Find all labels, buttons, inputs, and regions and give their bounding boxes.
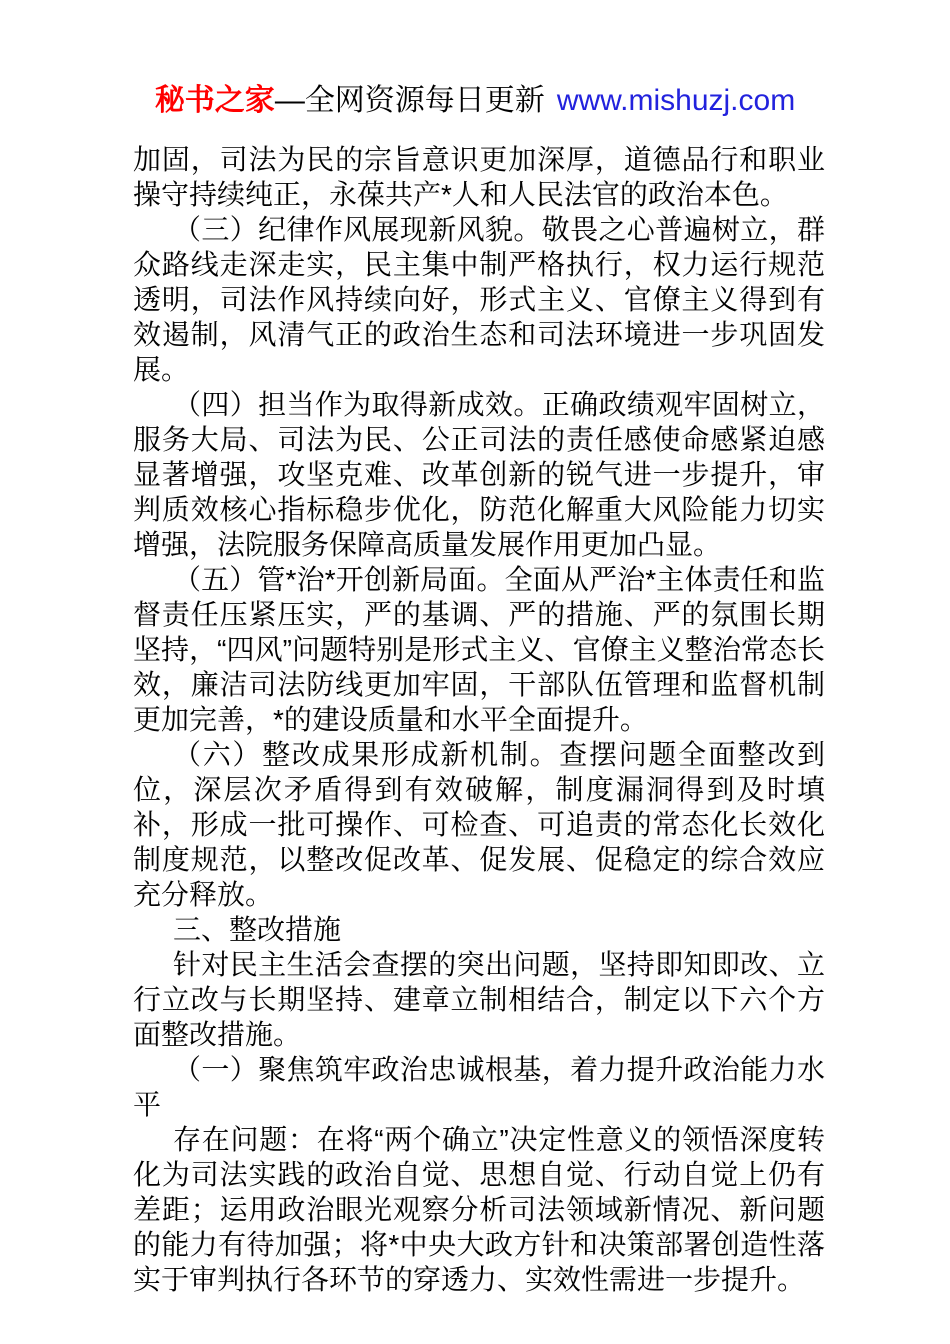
paragraph: 存在问题：在将“两个确立”决定性意义的领悟深度转化为司法实践的政治自觉、思想自觉、行动自觉上仍有差距；运用政治眼光观察分析司法领域新情况、新问题的能力有待加强；将*中央大政方针和决策部署创造性落实于审判执行各环节的穿透力、实效性需进一步提升。: [133, 1124, 825, 1295]
site-url-link[interactable]: www.mishuzj.com: [556, 84, 796, 117]
paragraph: 加固，司法为民的宗旨意识更加深厚，道德品行和职业操守持续纯正，永葆共产*人和人民法官的政治本色。: [133, 144, 825, 210]
paragraph: 针对民主生活会查摆的突出问题，坚持即知即改、立行立改与长期坚持、建章立制相结合，制定以下六个方面整改措施。: [133, 949, 825, 1050]
paragraph: （三）纪律作风展现新风貌。敬畏之心普遍树立，群众路线走深走实，民主集中制严格执行，权力运行规范透明，司法作风持续向好，形式主义、官僚主义得到有效遏制，风清气正的政治生态和司法环境进一步巩固发展。: [133, 214, 825, 385]
header-dash: —: [274, 84, 305, 117]
document-content: [133, 142, 825, 1297]
site-header: [0, 0, 950, 117]
paragraph: 三、整改措施: [173, 914, 342, 945]
paragraph: （六）整改成果形成新机制。查摆问题全面整改到位，深层次矛盾得到有效破解，制度漏洞得到及时填补，形成一批可操作、可检查、可追责的常态化长效化制度规范，以整改促改革、促发展、促稳定的综合效应充分释放。: [133, 739, 825, 910]
paragraph: （四）担当作为取得新成效。正确政绩观牢固树立，服务大局、司法为民、公正司法的责任感使命感紧迫感显著增强，攻坚克难、改革创新的锐气进一步提升，审判质效核心指标稳步优化，防范化解重大风险能力切实增强，法院服务保障高质量发展作用更加凸显。: [133, 389, 825, 560]
paragraph: （一）聚焦筑牢政治忠诚根基，着力提升政治能力水平: [133, 1054, 825, 1120]
paragraph: （五）管*治*开创新局面。全面从严治*主体责任和监督责任压紧压实，严的基调、严的措施、严的氛围长期坚持，“四风”问题特别是形式主义、官僚主义整治常态长效，廉洁司法防线更加牢固，干部队伍管理和监督机制更加完善，*的建设质量和水平全面提升。: [133, 564, 825, 735]
site-brand: 秘书之家: [154, 84, 275, 117]
site-tagline: 全网资源每日更新: [304, 84, 545, 117]
